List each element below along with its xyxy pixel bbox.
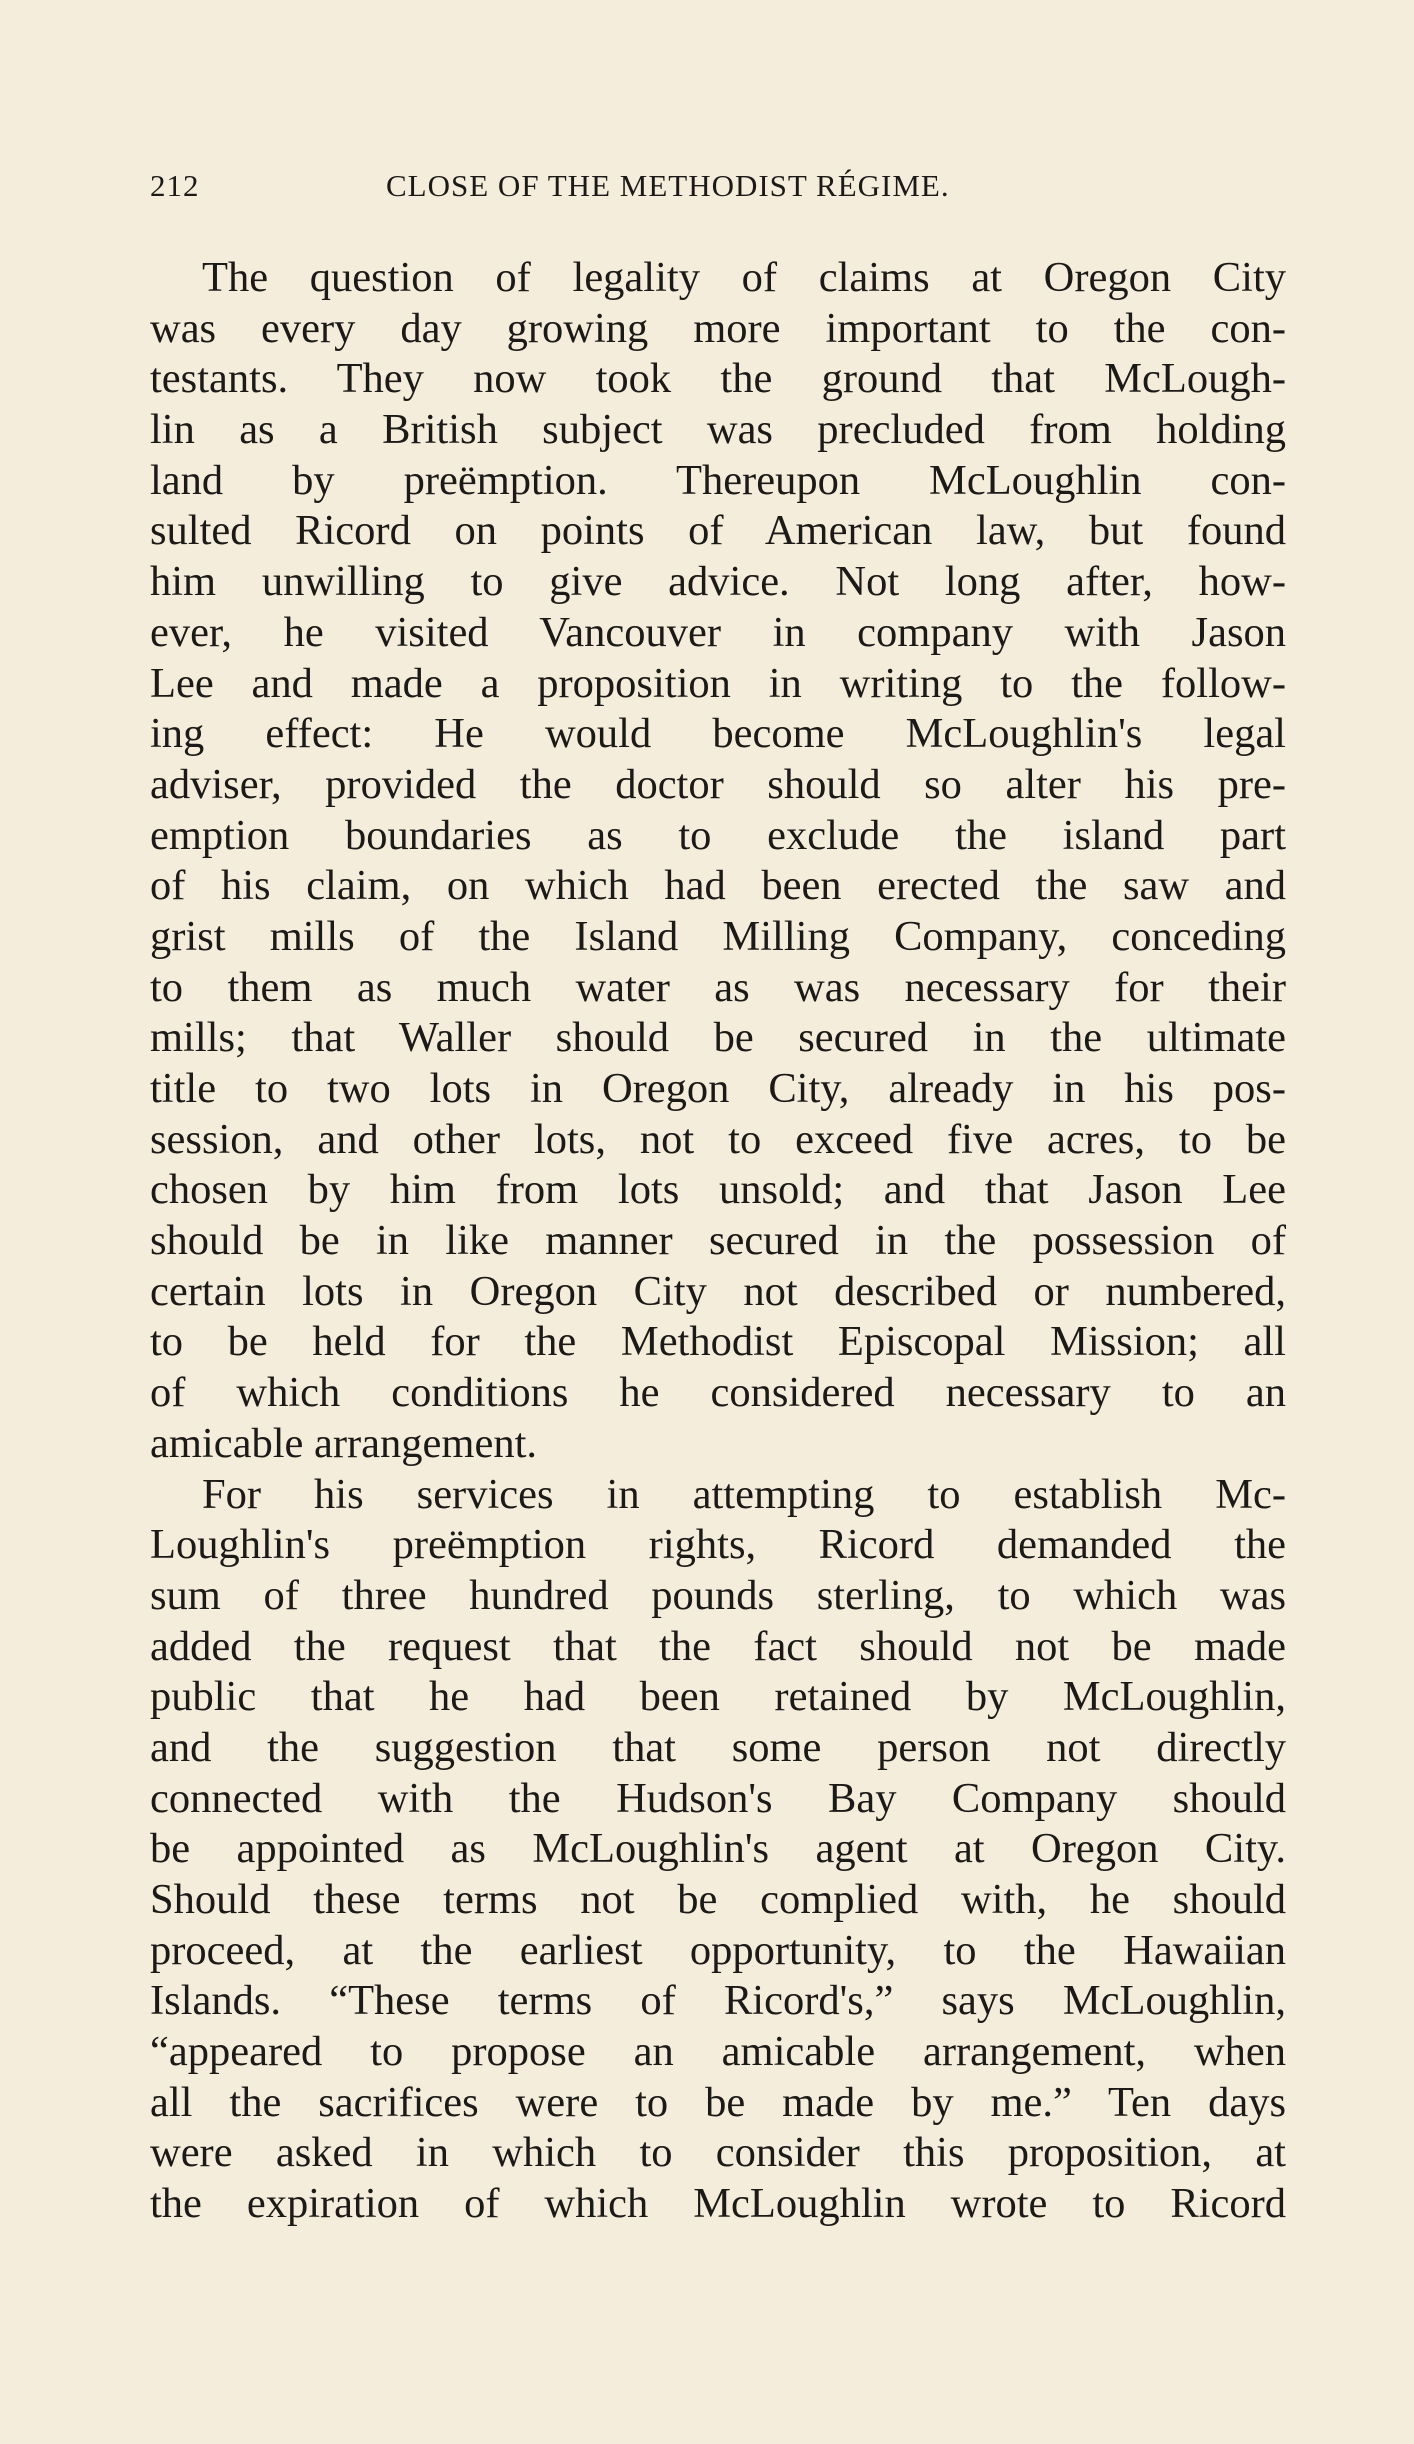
- text-line: Lee and made a proposition in writing to the follow-: [150, 659, 1286, 707]
- text-line: sulted Ricord on points of American law, but found: [150, 507, 1286, 555]
- text-line: certain lots in Oregon City not described or numbered,: [150, 1267, 1286, 1315]
- paragraph-1: [150, 253, 1286, 1470]
- text-line: land by preëmption. Thereupon McLoughlin con-: [150, 456, 1286, 504]
- running-title: CLOSE OF THE METHODIST RÉGIME.: [386, 168, 950, 203]
- text-line: sum of three hundred pounds sterling, to which was: [150, 1571, 1286, 1619]
- text-line: all the sacrifices were to be made by me.” Ten days: [150, 2078, 1286, 2126]
- text-line: session, and other lots, not to exceed five acres, to be: [150, 1115, 1286, 1163]
- text-line: should be in like manner secured in the possession of: [150, 1217, 1286, 1265]
- text-line: For his services in attempting to establish Mc-: [202, 1470, 1286, 1518]
- text-line: testants. They now took the ground that McLough-: [150, 355, 1286, 403]
- text-line: connected with the Hudson's Bay Company should: [150, 1774, 1286, 1822]
- text-line: proceed, at the earliest opportunity, to the Hawaiian: [150, 1926, 1286, 1974]
- text-line: public that he had been retained by McLoughlin,: [150, 1673, 1286, 1721]
- text-line: were asked in which to consider this proposition, at: [150, 2129, 1286, 2177]
- text-line: him unwilling to give advice. Not long after, how-: [150, 558, 1286, 606]
- text-line: added the request that the fact should not be made: [150, 1622, 1286, 1670]
- text-line: Islands. “These terms of Ricord's,” says McLoughlin,: [150, 1977, 1286, 2025]
- text-line: grist mills of the Island Milling Company, conceding: [150, 912, 1286, 960]
- text-line: The question of legality of claims at Oregon City: [202, 254, 1286, 301]
- text-line: lin as a British subject was precluded from holding: [150, 406, 1286, 454]
- text-line: and the suggestion that some person not directly: [150, 1723, 1286, 1771]
- text-line: be appointed as McLoughlin's agent at Oregon City.: [150, 1825, 1286, 1873]
- text-line: to be held for the Methodist Episcopal Mission; all: [150, 1318, 1286, 1366]
- text-line: to them as much water as was necessary for their: [150, 963, 1286, 1011]
- text-line: was every day growing more important to the con-: [150, 304, 1286, 352]
- text-line: adviser, provided the doctor should so alter his pre-: [150, 760, 1286, 808]
- text-line: of which conditions he considered necessary to an: [150, 1369, 1286, 1417]
- text-line: of his claim, on which had been erected the saw and: [150, 862, 1286, 910]
- text-line: mills; that Waller should be secured in the ultimate: [150, 1014, 1286, 1062]
- text-line: Should these terms not be complied with, he should: [150, 1876, 1286, 1923]
- text-line: emption boundaries as to exclude the island part: [150, 811, 1286, 859]
- paragraph-2: [150, 1470, 1286, 2230]
- text-line: ever, he visited Vancouver in company with Jason: [150, 608, 1286, 656]
- text-line: the expiration of which McLoughlin wrote to Ricord: [150, 2180, 1286, 2228]
- running-head: [150, 168, 1070, 208]
- text-line: “appeared to propose an amicable arrangement, when: [150, 2028, 1286, 2076]
- text-line: Loughlin's preëmption rights, Ricord demanded the: [150, 1521, 1286, 1569]
- text-line: title to two lots in Oregon City, already in his pos-: [150, 1065, 1286, 1112]
- text-line: chosen by him from lots unsold; and that Jason Lee: [150, 1166, 1286, 1214]
- body-text: [150, 253, 1286, 2230]
- text-line: ing effect: He would become McLoughlin's legal: [150, 710, 1286, 758]
- page-number: 212: [150, 168, 200, 203]
- text-line: amicable arrangement.: [150, 1419, 538, 1467]
